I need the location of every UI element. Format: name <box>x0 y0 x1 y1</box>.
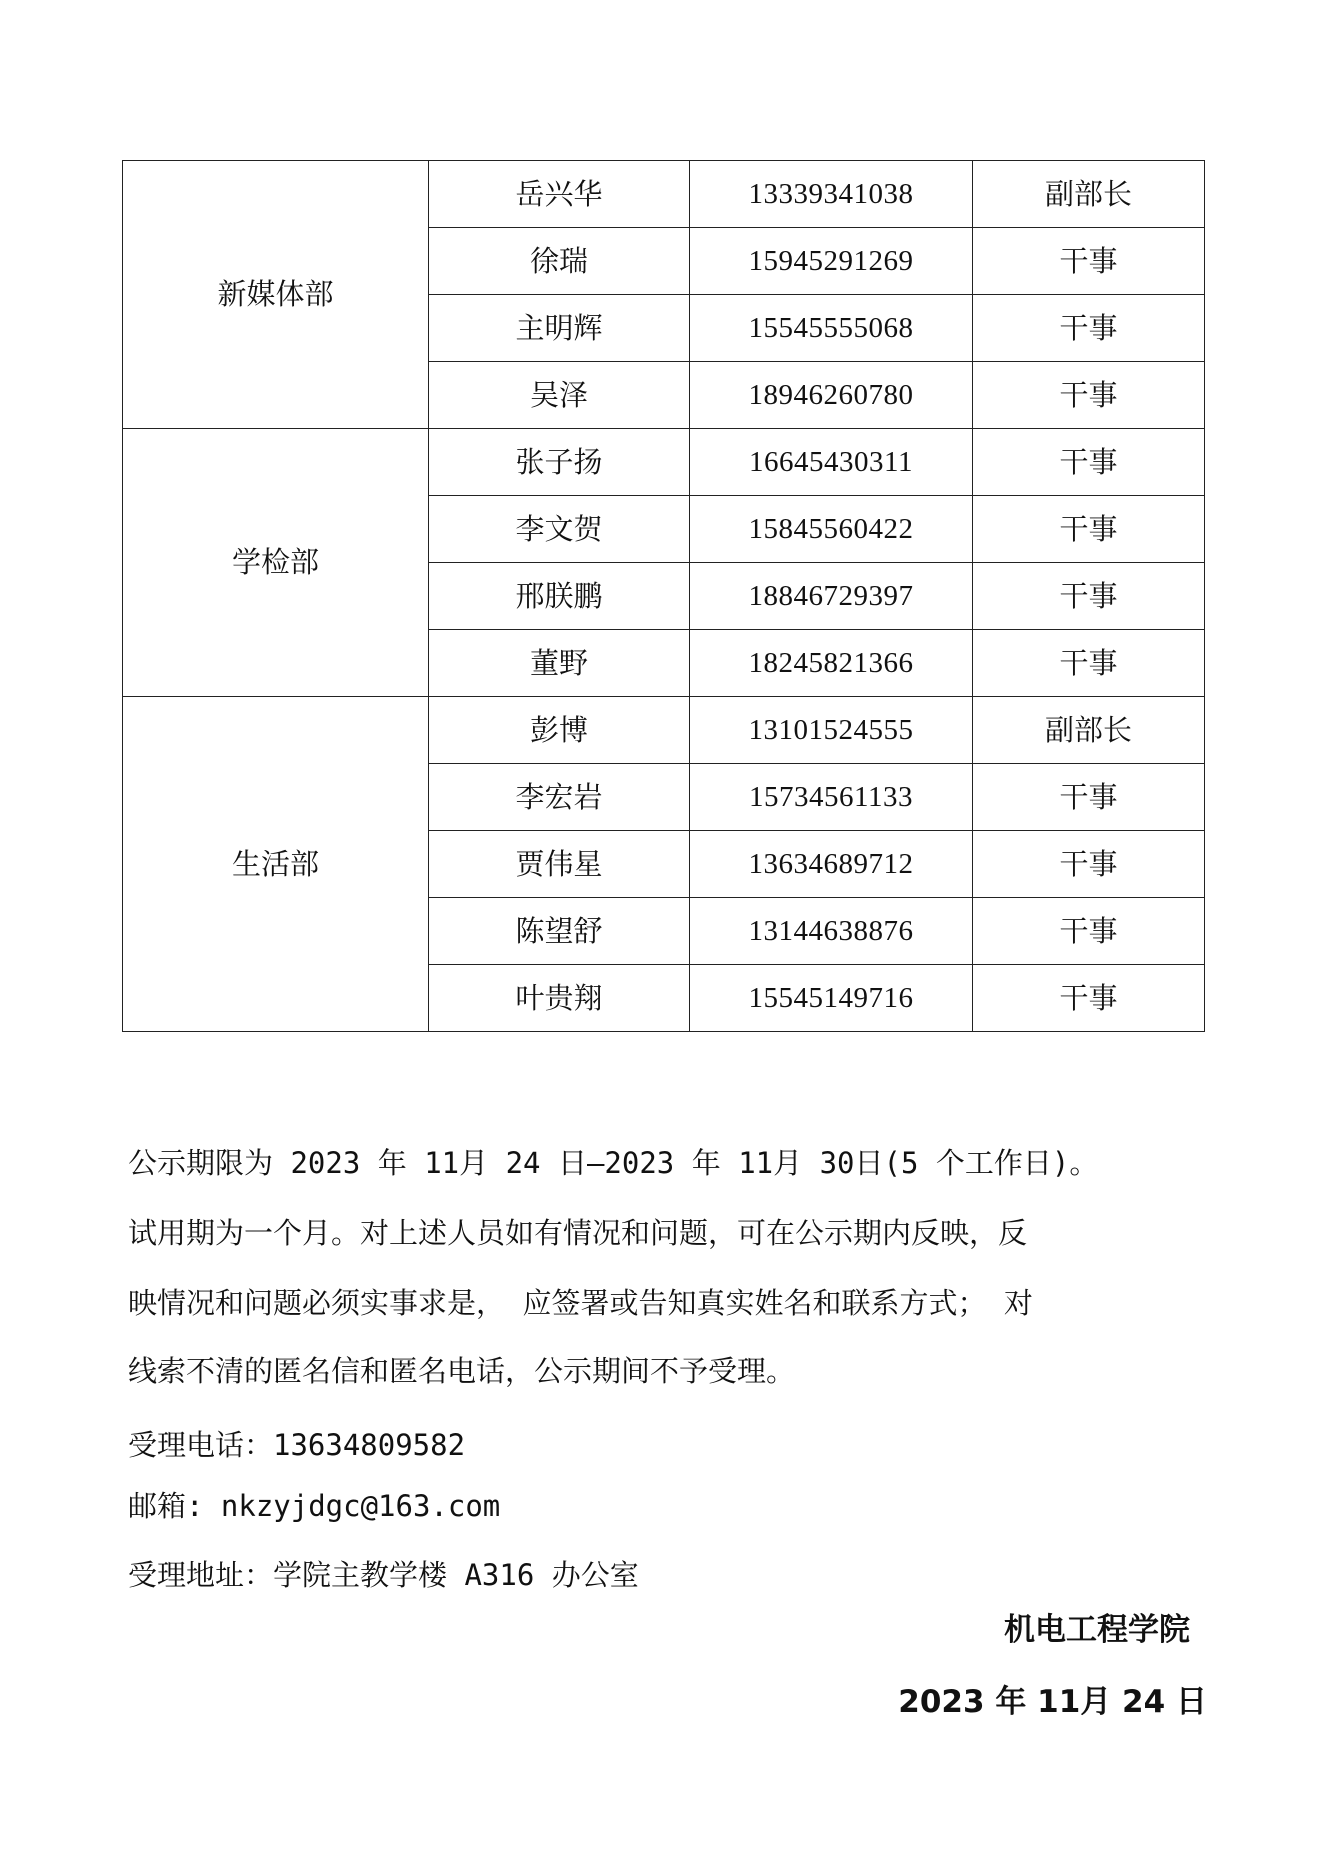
role-cell: 干事 <box>973 362 1205 429</box>
phone-cell: 13144638876 <box>690 898 973 965</box>
table-row <box>123 697 1205 764</box>
notice-line: 公示期限为 2023 年 11月 24 日—2023 年 11月 30日(5 个工作日)。 <box>128 1146 1099 1180</box>
role-cell: 干事 <box>973 965 1205 1032</box>
name-cell: 叶贵翔 <box>429 965 690 1032</box>
role-cell: 干事 <box>973 228 1205 295</box>
phone-cell: 13101524555 <box>690 697 973 764</box>
phone-cell: 16645430311 <box>690 429 973 496</box>
phone-cell: 15734561133 <box>690 764 973 831</box>
table-row <box>123 429 1205 496</box>
role-cell: 干事 <box>973 764 1205 831</box>
role-cell: 干事 <box>973 496 1205 563</box>
name-cell: 贾伟星 <box>429 831 690 898</box>
notice-line: 映情况和问题必须实事求是， 应签署或告知真实姓名和联系方式； 对 <box>128 1286 1033 1320</box>
name-cell: 岳兴华 <box>429 161 690 228</box>
name-cell: 吴泽 <box>429 362 690 429</box>
phone-cell: 18946260780 <box>690 362 973 429</box>
role-cell: 干事 <box>973 429 1205 496</box>
role-cell: 干事 <box>973 563 1205 630</box>
table-row <box>123 161 1205 228</box>
phone-cell: 18245821366 <box>690 630 973 697</box>
phone-cell: 15945291269 <box>690 228 973 295</box>
role-cell: 干事 <box>973 831 1205 898</box>
signature-date: 2023 年 11月 24 日 <box>898 1684 1207 1720</box>
department-cell: 学检部 <box>123 429 429 697</box>
signature-org: 机电工程学院 <box>1004 1612 1190 1648</box>
name-cell: 主明辉 <box>429 295 690 362</box>
role-cell: 干事 <box>973 898 1205 965</box>
department-cell: 新媒体部 <box>123 161 429 429</box>
name-cell: 陈望舒 <box>429 898 690 965</box>
phone-cell: 15545555068 <box>690 295 973 362</box>
phone-cell: 18846729397 <box>690 563 973 630</box>
department-cell: 生活部 <box>123 697 429 1032</box>
phone-cell: 15845560422 <box>690 496 973 563</box>
contact-phone: 受理电话：13634809582 <box>128 1428 466 1462</box>
personnel-table-body <box>123 161 1205 1032</box>
role-cell: 副部长 <box>973 161 1205 228</box>
role-cell: 副部长 <box>973 697 1205 764</box>
phone-cell: 13634689712 <box>690 831 973 898</box>
contact-email: 邮箱: nkzyjdgc@163.com <box>128 1489 501 1523</box>
notice-line: 试用期为一个月。对上述人员如有情况和问题，可在公示期内反映，反 <box>128 1216 1028 1250</box>
name-cell: 张子扬 <box>429 429 690 496</box>
phone-cell: 15545149716 <box>690 965 973 1032</box>
name-cell: 董野 <box>429 630 690 697</box>
phone-cell: 13339341038 <box>690 161 973 228</box>
notice-line: 线索不清的匿名信和匿名电话，公示期间不予受理。 <box>128 1354 796 1388</box>
role-cell: 干事 <box>973 295 1205 362</box>
name-cell: 彭博 <box>429 697 690 764</box>
name-cell: 徐瑞 <box>429 228 690 295</box>
name-cell: 邢朕鹏 <box>429 563 690 630</box>
personnel-table <box>122 160 1205 1032</box>
name-cell: 李宏岩 <box>429 764 690 831</box>
contact-address: 受理地址：学院主教学楼 A316 办公室 <box>128 1558 639 1592</box>
role-cell: 干事 <box>973 630 1205 697</box>
name-cell: 李文贺 <box>429 496 690 563</box>
